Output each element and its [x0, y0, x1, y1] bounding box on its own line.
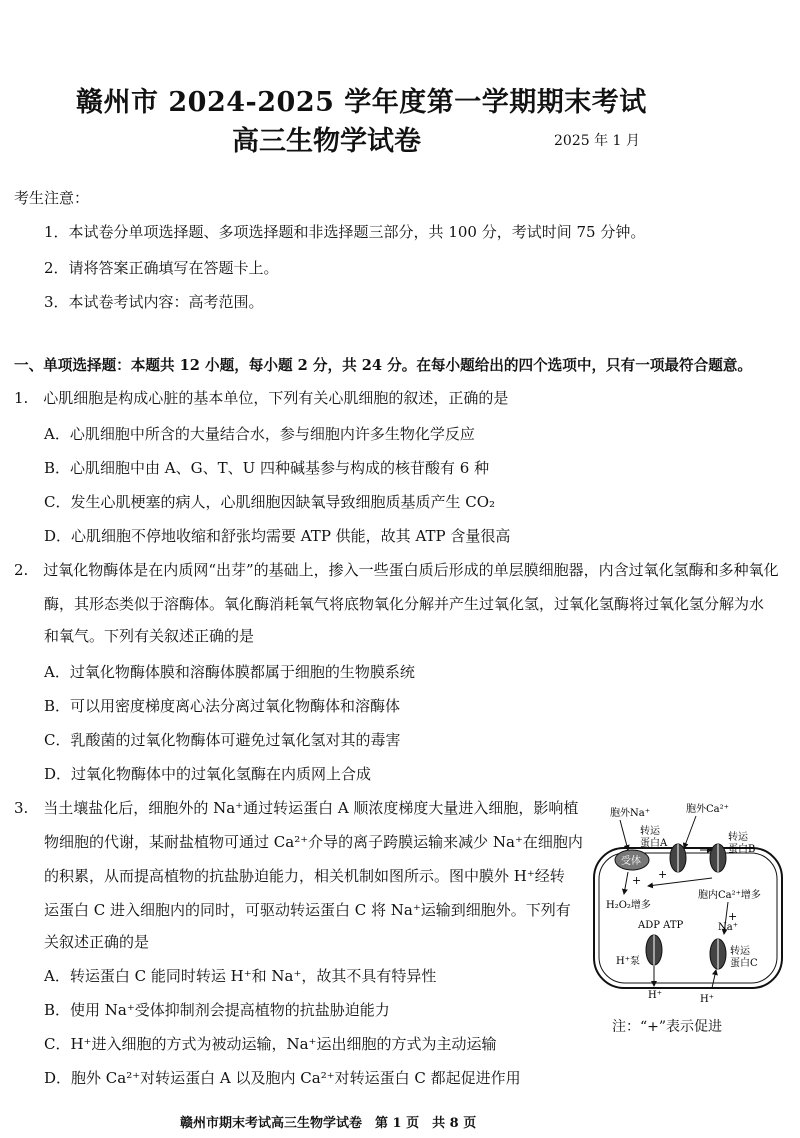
q1-option-d: D．心肌细胞不停地收缩和舒张均需要 ATP 供能，故其 ATP 含量很高	[44, 527, 511, 545]
transporter-c-label-1: 转运	[730, 946, 750, 957]
na-inside-label: Na⁺	[718, 922, 738, 933]
exam-title: 赣州市 2024-2025 学年度第一学期期末考试	[76, 87, 647, 118]
h-pump-label: H⁺泵	[616, 956, 640, 967]
q3-stem-line-4: 运蛋白 C 进入细胞内的同时，可驱动转运蛋白 C 将 Na⁺运输到细胞外。下列有	[44, 901, 571, 919]
na-entry-arrow	[620, 820, 628, 850]
q2-option-c: C．乳酸菌的过氧化物酶体可避免过氧化氢对其的毒害	[44, 731, 401, 749]
notice-item-3: 3．本试卷考试内容：高考范围。	[44, 293, 264, 311]
transporter-b-label-2: 蛋白B	[728, 844, 756, 855]
adp-atp-label: ADP ATP	[638, 920, 684, 931]
plus-sign-2: +	[658, 868, 668, 881]
notice-heading: 考生注意：	[14, 189, 90, 207]
plus-sign-3: +	[728, 910, 738, 923]
q3-option-a: A．转运蛋白 C 能同时转运 H⁺和 Na⁺，故其不具有特异性	[44, 967, 437, 985]
q3-stem-line-2: 物细胞的代谢，某耐盐植物可通过 Ca²⁺介导的离子跨膜运输来减少 Na⁺在细胞内	[44, 833, 583, 851]
transporter-c-label-2: 蛋白C	[730, 958, 758, 969]
receptor-to-h2o2-arrow	[624, 872, 628, 894]
page-footer: 赣州市期末考试高三生物学试卷 第 1 页 共 8 页	[180, 1116, 477, 1131]
h-out-label-2: H⁺	[700, 994, 714, 1005]
q2-option-b: B．可以用密度梯度离心法分离过氧化物酶体和溶酶体	[44, 697, 401, 715]
plus-sign-1: +	[632, 874, 642, 887]
transporter-a-label-1: 转运	[640, 826, 660, 837]
outside-na-label: 胞外Na⁺	[610, 808, 650, 819]
notice-item-2: 2．请将答案正确填写在答题卡上。	[44, 259, 279, 277]
transporter-b-label-1: 转运	[728, 832, 748, 843]
q1-stem: 1. 心肌细胞是构成心脏的基本单位，下列有关心肌细胞的叙述，正确的是	[14, 389, 509, 407]
q3-stem-line-5: 关叙述正确的是	[44, 933, 150, 951]
q2-stem-line-2: 酶，其形态类似于溶酶体。氧化酶消耗氧气将底物氧化分解并产生过氧化氢，过氧化氢酶将过氧化氢分解为水	[44, 595, 765, 613]
ion-transport-diagram	[588, 798, 788, 1008]
exam-subtitle: 高三生物学试卷	[232, 126, 421, 157]
receptor-label: 受体	[621, 856, 641, 867]
q2-stem-line-3: 和氧气。下列有关叙述正确的是	[44, 627, 255, 645]
transporter-a-label-2: 蛋白A	[640, 838, 668, 849]
q1-option-a: A．心肌细胞中所含的大量结合水，参与细胞内许多生物化学反应	[44, 425, 475, 443]
inside-ca-label: 胞内Ca²⁺增多	[698, 890, 761, 901]
q3-option-c: C．H⁺进入细胞的方式为被动运输，Na⁺运出细胞的方式为主动运输	[44, 1035, 497, 1053]
notice-item-1: 1．本试卷分单项选择题、多项选择题和非选择题三部分，共 100 分，考试时间 75 分钟。	[44, 223, 646, 241]
q1-option-c: C．发生心肌梗塞的病人，心肌细胞因缺氧导致细胞质基质产生 CO₂	[44, 493, 496, 511]
q3-option-b: B．使用 Na⁺受体抑制剂会提高植物的抗盐胁迫能力	[44, 1001, 390, 1019]
q3-stem-line-3: 的积累，从而提高植物的抗盐胁迫能力，相关机制如图所示。图中膜外 H⁺经转	[44, 867, 565, 885]
ca-arrow	[684, 816, 696, 848]
q3-stem-line-1: 3. 当土壤盐化后，细胞外的 Na⁺通过转运蛋白 A 顺浓度梯度大量进入细胞，影响植	[14, 799, 579, 817]
section-heading: 一、单项选择题：本题共 12 小题，每小题 2 分，共 24 分。在每小题给出的四个选项中，只有一项最符合题意。	[14, 357, 752, 374]
outside-ca-label: 胞外Ca²⁺	[686, 804, 729, 815]
h-in-arrow	[712, 970, 716, 988]
q3-option-d: D．胞外 Ca²⁺对转运蛋白 A 以及胞内 Ca²⁺对转运蛋白 C 都起促进作用	[44, 1069, 521, 1087]
q1-option-b: B．心肌细胞中由 A、G、T、U 四种碱基参与构成的核苷酸有 6 种	[44, 459, 490, 477]
diagram-note: 注：“+”表示促进	[612, 1019, 723, 1035]
h-out-label-1: H⁺	[648, 990, 662, 1001]
h2o2-label: H₂O₂增多	[606, 900, 651, 911]
q2-option-d: D．过氧化物酶体中的过氧化氢酶在内质网上合成	[44, 765, 372, 783]
q2-option-a: A．过氧化物酶体膜和溶酶体膜都属于细胞的生物膜系统	[44, 663, 415, 681]
exam-date: 2025 年 1 月	[554, 133, 640, 149]
q2-stem-line-1: 2. 过氧化物酶体是在内质网“出芽”的基础上，掺入一些蛋白质后形成的单层膜细胞器，内含过氧化氢酶和多种氧化	[14, 561, 779, 579]
